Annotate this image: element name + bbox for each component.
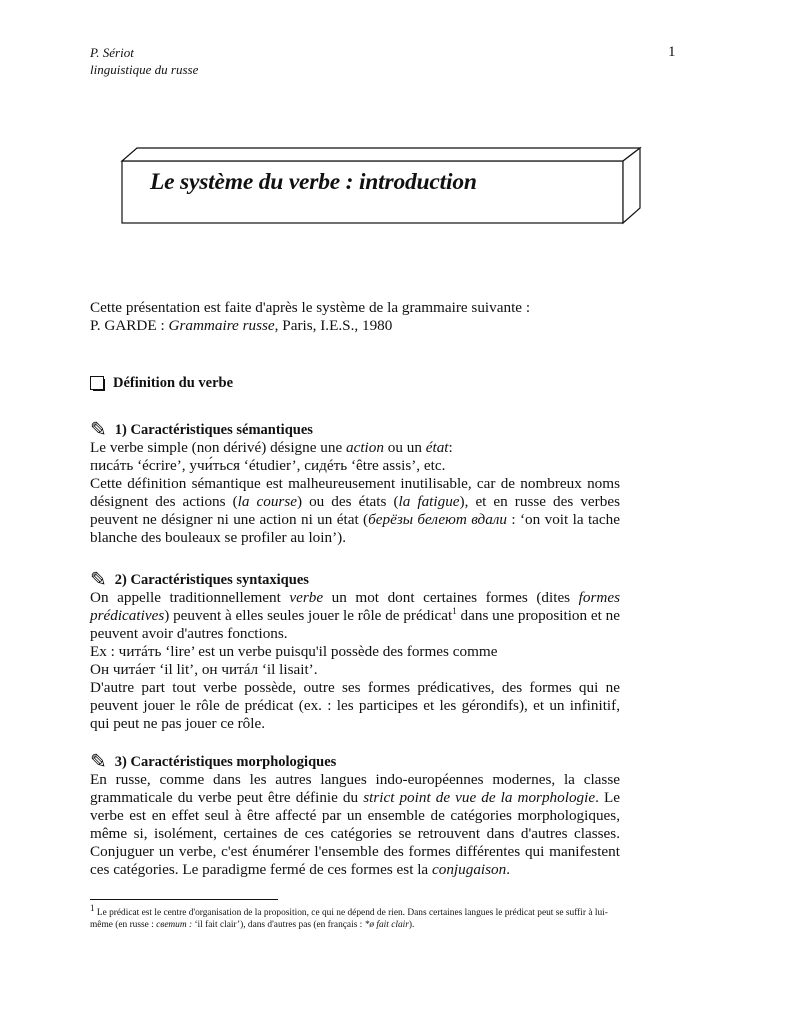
running-header	[90, 44, 198, 78]
intro-reference	[90, 299, 620, 335]
morphological-heading-text: 3) Caractéristiques morphologiques	[114, 754, 337, 770]
morphological-heading	[90, 753, 620, 771]
section-syntactic	[90, 571, 620, 733]
reference-details: , Paris, I.E.S., 1980	[274, 317, 393, 334]
semantic-heading-text: 1) Caractéristiques sémantiques	[114, 422, 313, 438]
syntactic-heading	[90, 571, 620, 589]
semantic-examples: писáть ‘écrire’, учи́ться ‘étudier’, сидéть ‘être assis’, etc.	[90, 457, 446, 474]
intro-line: Cette présentation est faite d'après le système de la grammaire suivante :	[90, 299, 531, 316]
pencil-icon: ✎	[90, 751, 107, 773]
syntactic-paragraph: On appelle traditionnellement verbe un mot dont certaines formes (dites formes prédicatives) peuvent à elles seules jouer le rôle de prédicat$^1$ dans une proposition et ne peuvent avoir d'autres fonctions.	[90, 589, 620, 642]
checkbox-icon	[90, 376, 105, 391]
syntactic-paragraph-2: D'autre part tout verbe possède, outre ses formes prédicatives, des formes qui ne peuvent jouer le rôle de prédicat (ex. : les participes et les gérondifs), et un infinitif, qui peut ne pas jouer ce rôle.	[90, 679, 620, 732]
section-semantic	[90, 421, 620, 547]
reference-author: P. GARDE :	[90, 317, 169, 334]
page-number: 1	[668, 44, 676, 60]
header-subject: linguistique du russe	[90, 62, 199, 77]
morphological-paragraph: En russe, comme dans les autres langues indo-européennes modernes, la classe grammaticale du verbe peut être définie du strict point de vue de la morphologie. Le verbe est en effet seul à être affecté par un ensemble de catégories morphologiques, même si, isolément, certaines de ces catégories se retrouvent dans d'autres classes. Conjuguer un verbe, c'est énumérer l'ensemble des formes différentes qui manifestent ces catégories. Le paradigme fermé de ces formes est la conjugaison.	[90, 771, 620, 878]
section-heading-text: Définition du verbe	[113, 375, 234, 391]
footnote: $^1$ Le prédicat est le centre d'organisation de la proposition, ce qui ne dépend de rien. Dans certaines langues le prédicat peut se suffir à lui-même (en russe : светит : ‘il fait clair’), dans d'autres pas (en français : *ø fait clair).	[90, 902, 608, 930]
footnote-ref: 1	[452, 605, 457, 616]
semantic-heading	[90, 421, 620, 439]
header-author: P. Sériot	[90, 45, 134, 60]
syntactic-example-2: Он читáет ‘il lit’, он читáл ‘il lisait’.	[90, 661, 318, 678]
footnote-separator	[90, 899, 278, 900]
semantic-definition: Le verbe simple (non dérivé) désigne une action ou un état:	[90, 439, 453, 456]
section-heading	[90, 374, 620, 392]
reference-line	[90, 317, 620, 335]
section-morphological	[90, 753, 620, 879]
semantic-paragraph: Cette définition sémantique est malheureusement inutilisable, car de nombreux noms désignent des actions (la course) ou des états (la fatigue), et en russe des verbes peuvent ne désigner ni une action ni un état (берёзы белеют вдали : ‘on voit la tache blanche des bouleaux se profiler au loin’).	[90, 475, 620, 546]
syntactic-heading-text: 2) Caractéristiques syntaxiques	[114, 572, 309, 588]
pencil-icon: ✎	[90, 569, 107, 591]
syntactic-example-1: Ex : читáть ‘lire’ est un verbe puisqu'il possède des formes comme	[90, 643, 498, 660]
page-title: Le système du verbe : introduction	[150, 169, 477, 195]
pencil-icon: ✎	[90, 419, 107, 441]
footnote-number: 1	[90, 902, 95, 913]
reference-title: Grammaire russe	[168, 317, 275, 334]
